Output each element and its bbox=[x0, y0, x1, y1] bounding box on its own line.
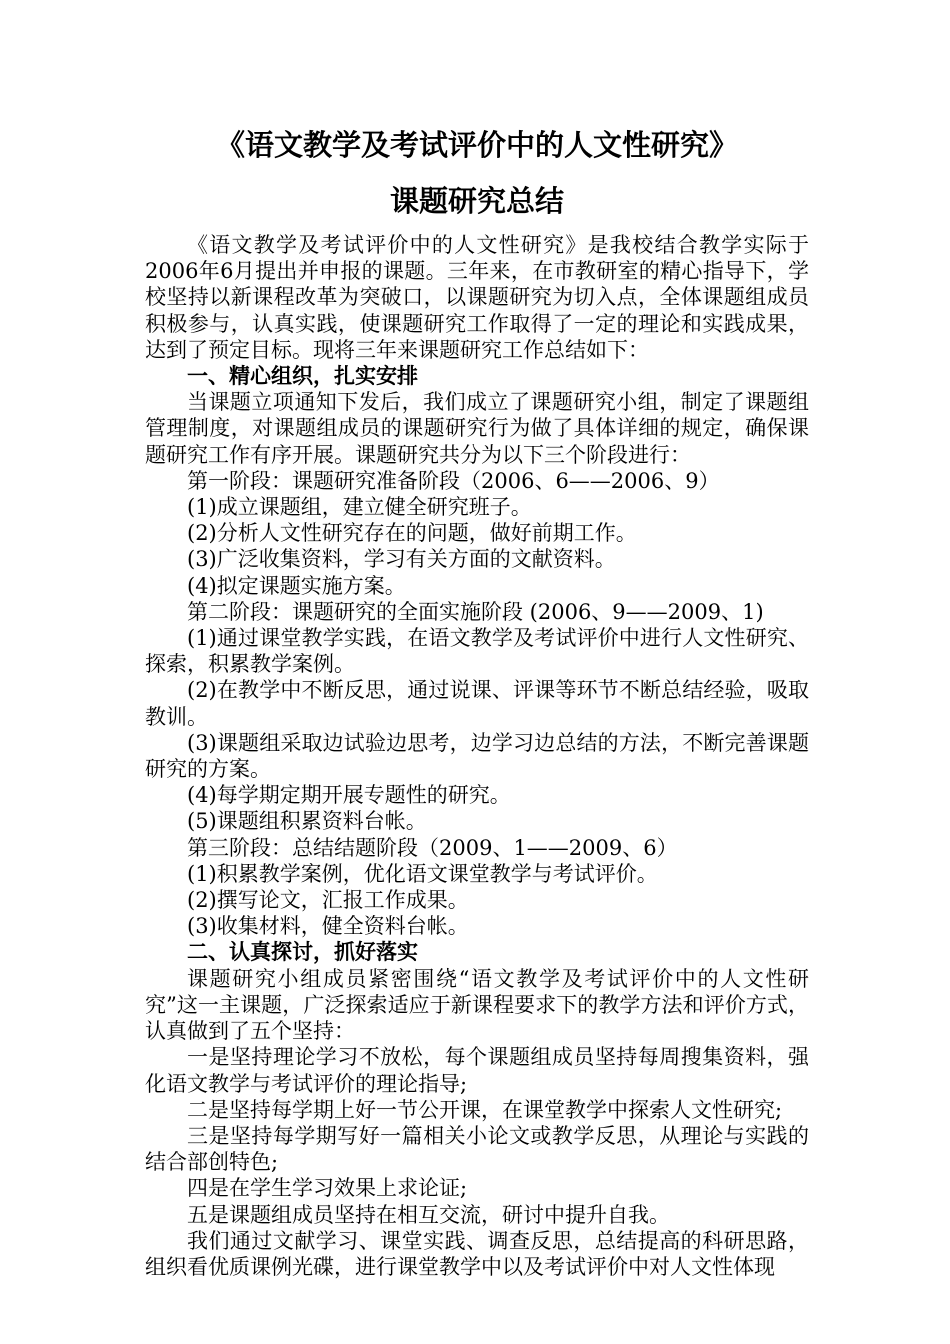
section-heading: 二、认真探讨，抓好落实 bbox=[187, 939, 418, 965]
body-paragraph: (3)课题组采取边试验边思考，边学习边总结的方法，不断完善课题研究的方案。 bbox=[145, 730, 809, 782]
body-paragraph: 课题研究小组成员紧密围绕“语文教学及考试评价中的人文性研究”这一主课题，广泛探索适应于新课程要求下的教学方法和评价方式，认真做到了五个坚持： bbox=[145, 966, 809, 1044]
body-paragraph: 五是课题组成员坚持在相互交流，研讨中提升自我。 bbox=[187, 1202, 670, 1227]
document-subtitle: 课题研究总结 bbox=[389, 184, 564, 218]
body-paragraph: (1)成立课题组，建立健全研究班子。 bbox=[187, 495, 532, 520]
body-paragraph: 三是坚持每学期写好一篇相关小论文或教学反思，从理论与实践的结合部创特色; bbox=[145, 1123, 809, 1175]
body-paragraph: (2)撰写论文，汇报工作成果。 bbox=[187, 888, 469, 913]
document-body bbox=[145, 232, 809, 1280]
body-paragraph: 我们通过文献学习、课堂实践、调查反思，总结提高的科研思路，组织看优质课例光碟，进行课堂教学中以及考试评价中对人文性体现 bbox=[145, 1228, 809, 1279]
section-heading: 一、精心组织，扎实安排 bbox=[187, 363, 418, 389]
body-paragraph: (1)通过课堂教学实践，在语文教学及考试评价中进行人文性研究、探索，积累教学案例。 bbox=[145, 626, 809, 677]
body-paragraph: (4)每学期定期开展专题性的研究。 bbox=[187, 783, 511, 808]
body-paragraph: 一是坚持理论学习不放松，每个课题组成员坚持每周搜集资料，强化语文教学与考试评价的理论指导; bbox=[145, 1045, 809, 1096]
document-title: 《语文教学及考试评价中的人文性研究》 bbox=[215, 128, 738, 162]
body-paragraph: 第二阶段：课题研究的全面实施阶段 (2006、9——2009、1) bbox=[187, 599, 764, 624]
document-page bbox=[145, 128, 809, 1280]
body-paragraph: 二是坚持每学期上好一节公开课，在课堂教学中探索人文性研究; bbox=[187, 1097, 783, 1122]
body-paragraph: (3)收集材料，健全资料台帐。 bbox=[187, 914, 469, 939]
body-paragraph: 第三阶段：总结结题阶段（2009、1——2009、6） bbox=[187, 835, 678, 860]
body-paragraph: (2)分析人文性研究存在的问题，做好前期工作。 bbox=[187, 521, 637, 546]
body-paragraph: 当课题立项通知下发后，我们成立了课题研究小组，制定了课题组管理制度，对课题组成员的课题研究行为做了具体详细的规定，确保课题研究工作有序开展。课题研究共分为以下三个阶段进行： bbox=[145, 390, 809, 467]
body-paragraph: (5)课题组积累资料台帐。 bbox=[187, 809, 427, 834]
body-paragraph: (2)在教学中不断反思，通过说课、评课等环节不断总结经验，吸取教训。 bbox=[145, 678, 809, 729]
body-paragraph: (4)拟定课题实施方案。 bbox=[187, 573, 406, 598]
body-paragraph: (3)广泛收集资料，学习有关方面的文献资料。 bbox=[187, 547, 616, 572]
body-paragraph: (1)积累教学案例，优化语文课堂教学与考试评价。 bbox=[187, 861, 658, 886]
body-paragraph: 四是在学生学习效果上求论证; bbox=[187, 1176, 468, 1201]
body-paragraph: 《语文教学及考试评价中的人文性研究》是我校结合教学实际于2006年6月提出并申报的课题。三年来，在市教研室的精心指导下，学校坚持以新课程改革为突破口，以课题研究为切入点，全体课题组成员积极参与，认真实践，使课题研究工作取得了一定的理论和实践成果，达到了预定目标。现将三年来课题研究工作总结如下： bbox=[145, 233, 809, 362]
body-paragraph: 第一阶段：课题研究准备阶段（2006、6——2006、9） bbox=[187, 468, 720, 493]
